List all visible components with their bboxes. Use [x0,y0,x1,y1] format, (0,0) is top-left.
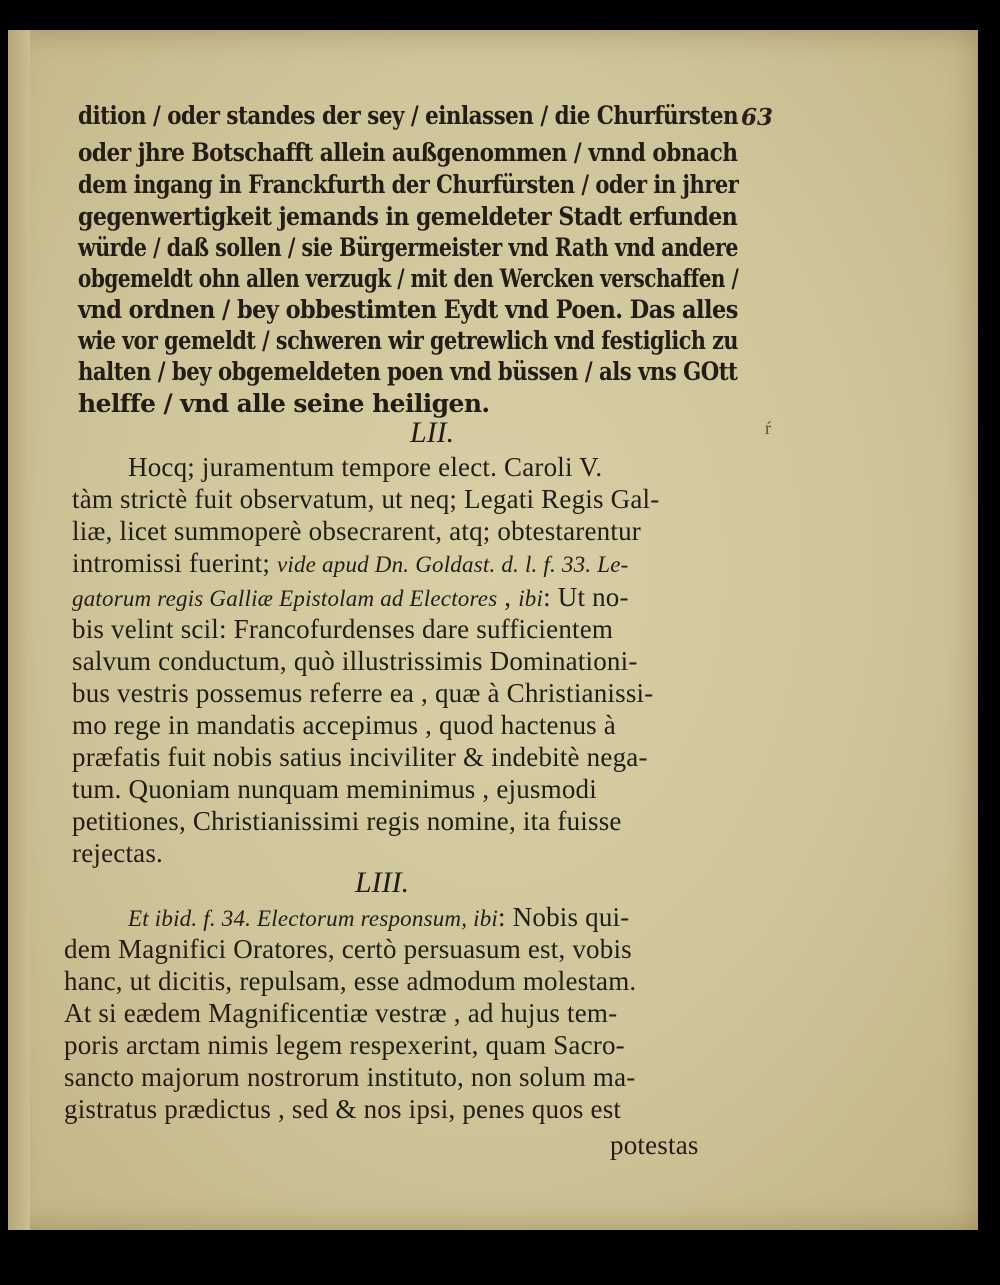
latin-line: præfatis fuit nobis satius inciviliter & indebitè nega- [72,742,648,772]
latin-line: hanc, ut dicitis, repulsam, esse admodum molestam. [64,966,637,996]
latin-line: At si eædem Magnificentiæ vestræ , ad hujus tem- [64,998,618,1028]
latin-line: tàm strictè fuit observatum, ut neq; Legati Regis Gal- [72,484,660,514]
latin-text: , [497,582,519,612]
latin-line [72,548,628,579]
latin-line: liæ, licet summoperè obsecrarent, atq; obtestarentur [72,516,641,546]
latin-line: tum. Quoniam nunquam meminimus , ejusmodi [72,774,597,804]
latin-text: : Nobis qui- [498,902,630,932]
citation: vide apud Dn. Goldast. d. l. f. 33. Le- [276,552,629,577]
latin-line: Hocq; juramentum tempore elect. Caroli V. [128,452,603,482]
catchword: potestas [610,1130,699,1160]
german-line: dition / oder standes der sey / einlassen / die Churfürsten [78,101,739,130]
latin-line: sancto majorum nostrorum instituto, non solum ma- [64,1062,636,1092]
page-gutter [8,30,30,1230]
latin-line [72,582,629,613]
page-number: 63 [741,104,774,131]
german-line: helffe / vnd alle seine heiligen. [78,389,490,418]
latin-line: dem Magnifici Oratores, certò persuasum est, vobis [64,934,632,964]
latin-line: rejectas. [72,838,163,868]
latin-text: intromissi fuerint; [72,548,277,578]
citation: gatorum regis Galliæ Epistolam ad Electores [72,586,498,611]
latin-line: mo rege in mandatis accepimus , quod hactenus à [72,710,616,740]
stray-ink-mark: ŕ [765,418,771,438]
latin-line: gistratus prædictus , sed & nos ipsi, penes quos est [64,1094,622,1124]
german-line: wie vor gemeldt / schweren wir getrewlich vnd festiglich zu [78,326,738,355]
latin-line: petitiones, Christianissimi regis nomine, ita fuisse [72,806,622,836]
section-heading-lii: LII. [410,416,455,449]
latin-text: : Ut no- [543,582,629,612]
latin-line: bus vestris possemus referre ea , quæ à Christianissi- [72,678,654,708]
citation: Et ibid. f. 34. Electorum responsum, ibi [128,906,499,931]
german-line: oder jhre Botschafft allein außgenommen / vnnd obnach [78,138,738,167]
section-heading-liii: LIII. [355,866,410,899]
latin-line: salvum conductum, quò illustrissimis Dominationi- [72,646,638,676]
german-line: halten / bey obgemeldeten poen vnd büssen / als vns GOtt [78,357,738,386]
german-line: dem ingang in Franckfurth der Churfürsten / oder in jhrer [78,170,739,199]
latin-line: bis velint scil: Francofurdenses dare sufficientem [72,614,614,644]
german-line: vnd ordnen / bey obbestimten Eydt vnd Poen. Das alles [78,295,738,324]
german-line: würde / daß sollen / sie Bürgermeister vnd Rath vnd andere [78,233,738,262]
latin-line: poris arctam nimis legem respexerint, quam Sacro- [64,1030,625,1060]
german-line: gegenwertigkeit jemands in gemeldeter Stadt erfunden [78,202,738,231]
german-line: obgemeldt ohn allen verzugk / mit den Wercken verschaffen / [78,264,739,293]
citation: ibi [518,586,544,611]
latin-line [128,902,629,933]
